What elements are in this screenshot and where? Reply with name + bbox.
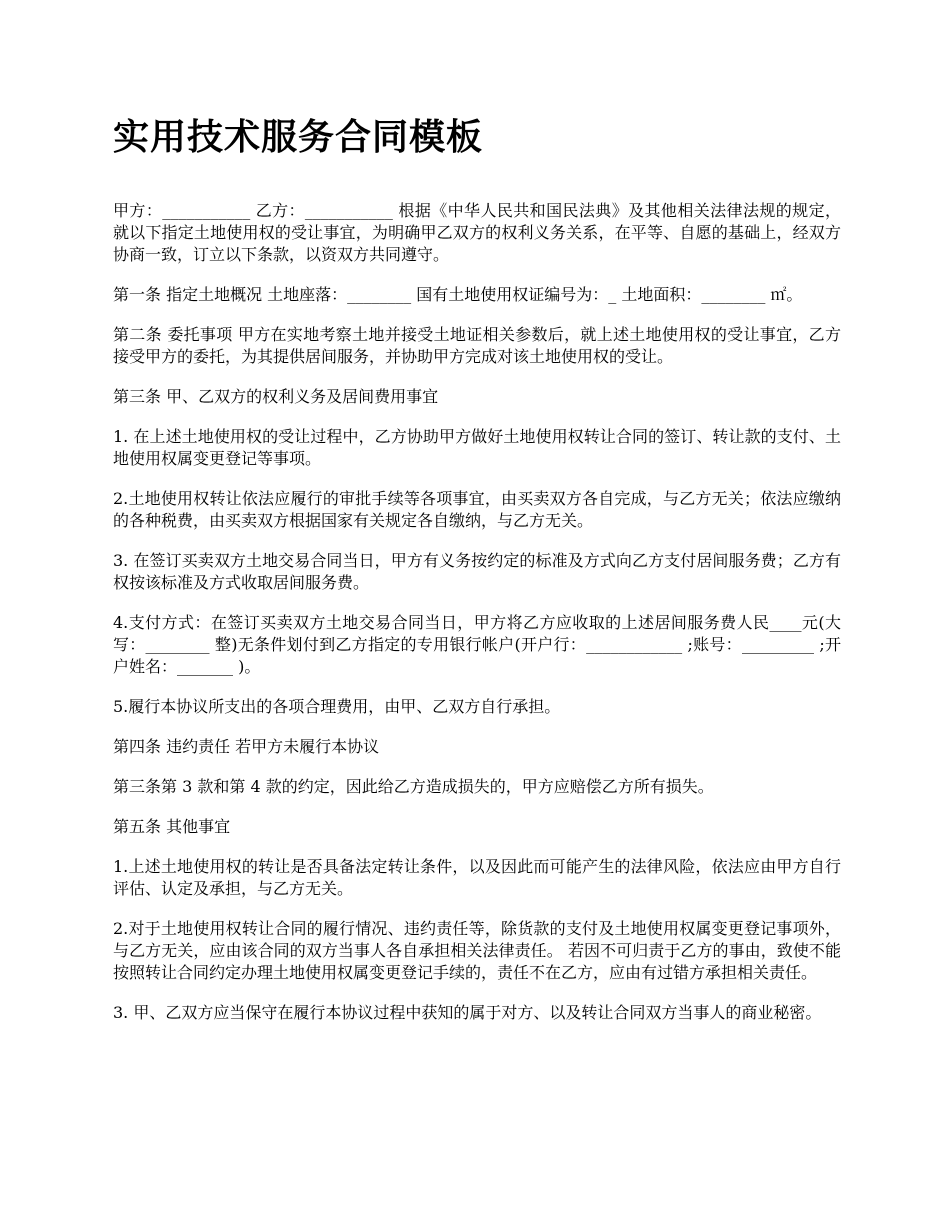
- article-5-heading: 第五条 其他事宜: [113, 817, 231, 836]
- article-5-clause-1: 1.上述土地使用权的转让是否具备法定转让条件，以及因此而可能产生的法律风险，依法应由甲方自行评估、认定及承担，与乙方无关。: [113, 857, 841, 898]
- intro-paragraph: 甲方：___________ 乙方：___________ 根据《中华人民共和国民法典》及其他相关法律法规的规定，就以下指定土地使用权的受让事宜，为明确甲乙双方的权利义务关系，在平等、自愿的基础上，经双方协商一致，订立以下条款，以资双方共同遵守。: [113, 201, 841, 264]
- article-3-clause-2: 2.土地使用权转让依法应履行的审批手续等各项事宜，由买卖双方各自完成，与乙方无关；依法应缴纳的各种税费，由买卖双方根据国家有关规定各自缴纳，与乙方无关。: [113, 489, 841, 530]
- article-3-clause-4: 4.支付方式：在签订买卖双方土地交易合同当日，甲方将乙方应收取的上述居间服务费人民____元(大写：________ 整)无条件划付到乙方指定的专用银行帐户(开户行：____________ ;账号：_________ ;开户姓名：_______ )。: [113, 613, 841, 676]
- article-3-heading: 第三条 甲、乙双方的权利义务及居间费用事宜: [113, 387, 439, 406]
- article-3-clause-3: 3. 在签订买卖双方土地交易合同当日，甲方有义务按约定的标准及方式向乙方支付居间服务费；乙方有权按该标准及方式收取居间服务费。: [113, 551, 841, 592]
- article-5-clause-3: 3. 甲、乙双方应当保守在履行本协议过程中获知的属于对方、以及转让合同双方当事人的商业秘密。: [113, 1003, 822, 1022]
- article-4-heading: 第四条 违约责任 若甲方未履行本协议: [113, 737, 380, 756]
- article-2-paragraph: 第二条 委托事项 甲方在实地考察土地并接受土地证相关参数后，就上述土地使用权的受让事宜，乙方接受甲方的委托，为其提供居间服务，并协助甲方完成对该土地使用权的受让。: [113, 325, 841, 366]
- article-5-clause-2: 2.对于土地使用权转让合同的履行情况、违约责任等，除货款的支付及土地使用权属变更登记事项外，与乙方无关，应由该合同的双方当事人各自承担相关法律责任。 若因不可归责于乙方的事由，致使不能按照转让合同约定办理土地使用权属变更登记手续的，责任不在乙方，应由有过错方承担相关责任。: [113, 919, 841, 982]
- article-4-paragraph: 第三条第 3 款和第 4 款的约定，因此给乙方造成损失的，甲方应赔偿乙方所有损失。: [113, 777, 714, 796]
- article-1-paragraph: 第一条 指定土地概况 土地座落：________ 国有土地使用权证编号为：_ 土地面积：________ ㎡。: [113, 285, 803, 304]
- article-3-clause-1: 1. 在上述土地使用权的受让过程中，乙方协助甲方做好土地使用权转让合同的签订、转让款的支付、土地使用权属变更登记等事项。: [113, 427, 841, 468]
- document-title: 实用技术服务合同模板: [113, 116, 484, 158]
- document-page: [113, 112, 841, 1042]
- article-3-clause-5: 5.履行本协议所支出的各项合理费用，由甲、乙双方自行承担。: [113, 697, 561, 716]
